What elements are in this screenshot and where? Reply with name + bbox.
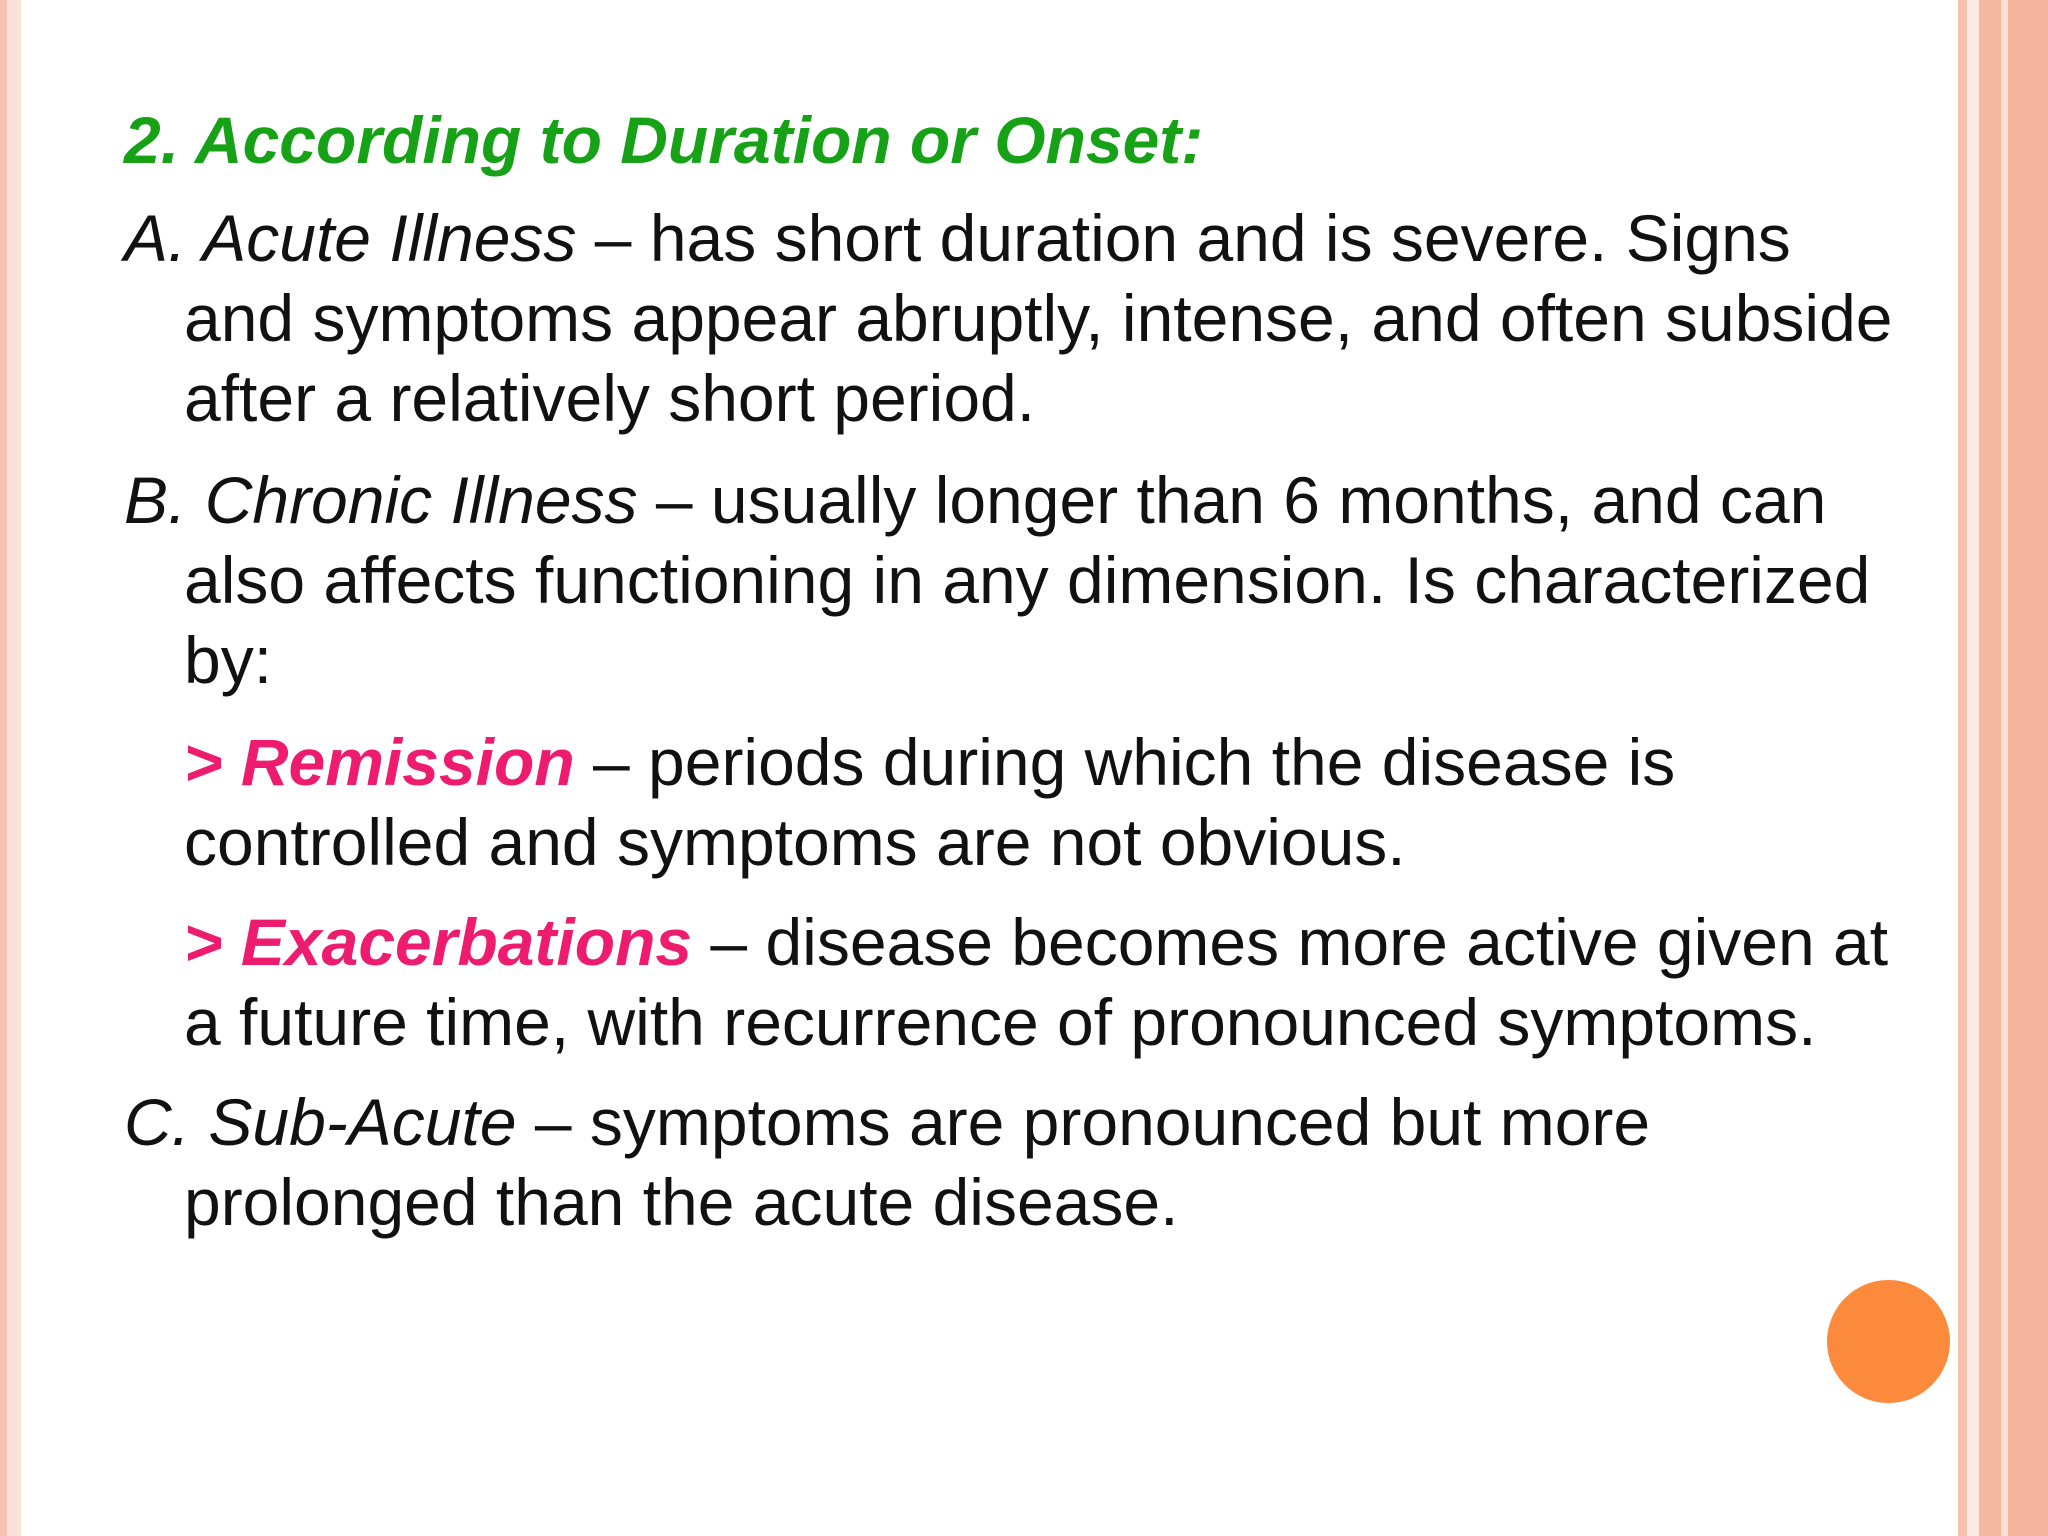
item-acute-illness (124, 198, 1904, 438)
item-text: – has short duration and is severe. Signs and symptoms appear abruptly, intense, and often subside after a relatively short period. (184, 201, 1893, 435)
item-text: – symptoms are pronounced but more prolonged than the acute disease. (184, 1085, 1651, 1239)
item-term: A. Acute Illness (124, 201, 577, 275)
left-border-stripe (0, 0, 7, 1536)
subitem-text: – periods during which the disease is controlled and symptoms are not obvious. (184, 725, 1676, 879)
item-term: C. Sub-Acute (124, 1085, 517, 1159)
right-border-stripe-4 (2001, 0, 2008, 1536)
slide-heading: 2. According to Duration or Onset: (124, 103, 1204, 177)
subitem-term: > Exacerbations (184, 905, 693, 979)
subitem-text: – disease becomes more active given at a future time, with recurrence of pronounced symptoms. (184, 905, 1889, 1059)
item-term: B. Chronic Illness (124, 463, 638, 537)
slide-body (124, 100, 1904, 1264)
right-border-stripe-1 (1958, 0, 1967, 1536)
subitem-remission (184, 722, 1904, 882)
right-border-stripe-2 (1967, 0, 1979, 1536)
item-text: – usually longer than 6 months, and can also affects functioning in any dimension. Is characterized by: (184, 463, 1871, 697)
decorative-circle-icon (1827, 1280, 1950, 1403)
item-chronic-illness (124, 460, 1904, 700)
subitem-exacerbations (184, 902, 1904, 1062)
subitem-term: > Remission (184, 725, 575, 799)
right-border-stripe-3 (1979, 0, 2001, 1536)
left-border-stripe-inner (7, 0, 21, 1536)
item-sub-acute (124, 1082, 1904, 1242)
right-border-stripe-5 (2008, 0, 2048, 1536)
